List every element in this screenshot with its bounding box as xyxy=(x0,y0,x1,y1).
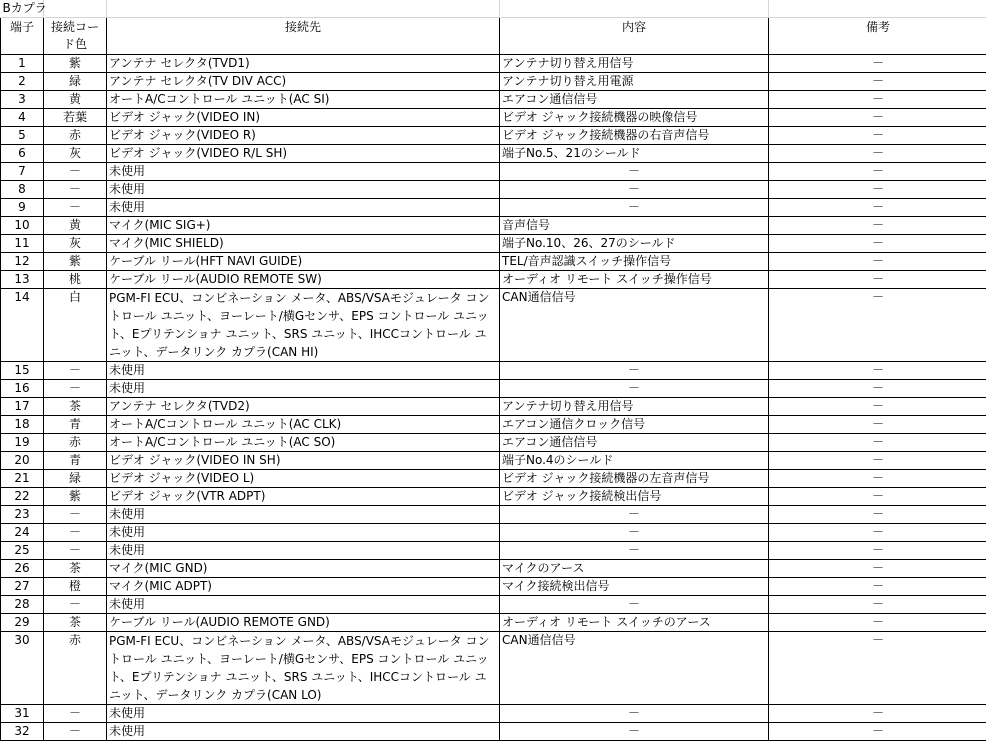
cell-terminal[interactable]: 5 xyxy=(1,127,44,145)
cell-destination[interactable]: マイク(MIC SHIELD) xyxy=(107,235,500,253)
cell-content[interactable]: － xyxy=(500,596,769,614)
cell-content[interactable]: － xyxy=(500,199,769,217)
cell-content[interactable]: － xyxy=(500,181,769,199)
table-row xyxy=(1,560,986,578)
cell-wire-color[interactable]: － xyxy=(44,199,107,217)
cell-destination[interactable]: 未使用 xyxy=(107,163,500,181)
cell-terminal[interactable]: 3 xyxy=(1,91,44,109)
cell-destination[interactable]: 未使用 xyxy=(107,723,500,741)
cell-terminal[interactable]: 21 xyxy=(1,470,44,488)
table-row xyxy=(1,614,986,632)
cell-content[interactable]: 音声信号 xyxy=(500,217,769,235)
cell-destination[interactable]: PGM-FI ECU、コンビネーション メータ、ABS/VSAモジュレータ コントロール ユニット、ヨーレート/横Gセンサ、EPS コントロール ユニット、Eプリテンショナ ユニット、SRS ユニット、IHCCコントロール ユニット、データリンク カプラ(CAN LO) xyxy=(107,632,500,705)
cell-destination[interactable]: ビデオ ジャック(VIDEO R/L SH) xyxy=(107,145,500,163)
cell-wire-color[interactable]: － xyxy=(44,705,107,723)
cell-remarks[interactable]: － xyxy=(769,470,986,488)
table-row xyxy=(1,434,986,452)
header-destination[interactable]: 接続先 xyxy=(107,18,500,55)
table-row xyxy=(1,470,986,488)
cell-terminal[interactable]: 12 xyxy=(1,253,44,271)
cell-destination[interactable]: マイク(MIC ADPT) xyxy=(107,578,500,596)
cell-destination[interactable]: 未使用 xyxy=(107,542,500,560)
table-row xyxy=(1,578,986,596)
cell-content[interactable]: － xyxy=(500,163,769,181)
cell-wire-color[interactable]: 紫 xyxy=(44,253,107,271)
cell-terminal[interactable]: 15 xyxy=(1,362,44,380)
cell-content[interactable]: オーディオ リモート スイッチのアース xyxy=(500,614,769,632)
cell-remarks[interactable]: － xyxy=(769,705,986,723)
table-row xyxy=(1,163,986,181)
cell-terminal[interactable]: 23 xyxy=(1,506,44,524)
cell-terminal[interactable]: 28 xyxy=(1,596,44,614)
cell-terminal[interactable]: 30 xyxy=(1,632,44,705)
cell-remarks[interactable]: － xyxy=(769,560,986,578)
cell-terminal[interactable]: 20 xyxy=(1,452,44,470)
cell-wire-color[interactable]: 赤 xyxy=(44,127,107,145)
cell-content[interactable]: エアコン通信信号 xyxy=(500,91,769,109)
cell-remarks[interactable]: － xyxy=(769,73,986,91)
table-row xyxy=(1,253,986,271)
table-row xyxy=(1,380,986,398)
cell-remarks[interactable]: － xyxy=(769,488,986,506)
cell-remarks[interactable]: － xyxy=(769,253,986,271)
cell-destination[interactable]: 未使用 xyxy=(107,705,500,723)
table-row xyxy=(1,723,986,741)
table-row xyxy=(1,452,986,470)
cell-content[interactable]: アンテナ切り替え用信号 xyxy=(500,398,769,416)
cell-content[interactable]: マイク接続検出信号 xyxy=(500,578,769,596)
cell-terminal[interactable]: 8 xyxy=(1,181,44,199)
cell-remarks[interactable]: － xyxy=(769,578,986,596)
cell-wire-color[interactable]: 青 xyxy=(44,416,107,434)
cell-content[interactable]: － xyxy=(500,705,769,723)
cell-wire-color[interactable]: 青 xyxy=(44,452,107,470)
cell-content[interactable]: ビデオ ジャック接続機器の映像信号 xyxy=(500,109,769,127)
table-row xyxy=(1,181,986,199)
cell-wire-color[interactable]: 白 xyxy=(44,289,107,362)
table-row xyxy=(1,271,986,289)
table-body xyxy=(1,55,986,741)
cell-content[interactable]: CAN通信信号 xyxy=(500,289,769,362)
cell-content[interactable]: ビデオ ジャック接続検出信号 xyxy=(500,488,769,506)
cell-remarks[interactable]: － xyxy=(769,723,986,741)
cell-remarks[interactable]: － xyxy=(769,524,986,542)
cell-wire-color[interactable]: － xyxy=(44,181,107,199)
cell-destination[interactable]: 未使用 xyxy=(107,362,500,380)
cell-terminal[interactable]: 31 xyxy=(1,705,44,723)
cell-wire-color[interactable]: 黄 xyxy=(44,91,107,109)
table-row xyxy=(1,632,986,705)
cell-remarks[interactable]: － xyxy=(769,542,986,560)
cell-wire-color[interactable]: 赤 xyxy=(44,632,107,705)
header-terminal[interactable]: 端子 xyxy=(1,18,44,55)
table-row xyxy=(1,524,986,542)
cell-wire-color[interactable]: 紫 xyxy=(44,55,107,73)
table-row xyxy=(1,235,986,253)
cell-terminal[interactable]: 18 xyxy=(1,416,44,434)
cell-wire-color[interactable]: － xyxy=(44,163,107,181)
cell-wire-color[interactable]: 橙 xyxy=(44,578,107,596)
cell-wire-color[interactable]: 桃 xyxy=(44,271,107,289)
cell-remarks[interactable]: － xyxy=(769,416,986,434)
cell-destination[interactable]: 未使用 xyxy=(107,199,500,217)
table-row xyxy=(1,109,986,127)
cell-wire-color[interactable]: 灰 xyxy=(44,145,107,163)
cell-remarks[interactable]: － xyxy=(769,235,986,253)
cell-destination[interactable]: ビデオ ジャック(VIDEO R) xyxy=(107,127,500,145)
cell-content[interactable]: 端子No.4のシールド xyxy=(500,452,769,470)
cell-wire-color[interactable]: － xyxy=(44,596,107,614)
cell-remarks[interactable]: － xyxy=(769,289,986,362)
table-row xyxy=(1,416,986,434)
cell-content[interactable]: ビデオ ジャック接続機器の左音声信号 xyxy=(500,470,769,488)
table-row xyxy=(1,362,986,380)
cell-content[interactable]: エアコン通信クロック信号 xyxy=(500,416,769,434)
cell-destination[interactable]: マイク(MIC SIG+) xyxy=(107,217,500,235)
header-remarks[interactable]: 備考 xyxy=(769,18,986,55)
cell-remarks[interactable]: － xyxy=(769,632,986,705)
cell-destination[interactable]: マイク(MIC GND) xyxy=(107,560,500,578)
cell-content[interactable]: アンテナ切り替え用電源 xyxy=(500,73,769,91)
table-row xyxy=(1,398,986,416)
cell-terminal[interactable]: 7 xyxy=(1,163,44,181)
header-content[interactable]: 内容 xyxy=(500,18,769,55)
cell-terminal[interactable]: 17 xyxy=(1,398,44,416)
cell-remarks[interactable]: － xyxy=(769,362,986,380)
cell-destination[interactable]: アンテナ セレクタ(TV DIV ACC) xyxy=(107,73,500,91)
cell-content[interactable]: CAN通信信号 xyxy=(500,632,769,705)
table-row xyxy=(1,542,986,560)
cell-terminal[interactable]: 19 xyxy=(1,434,44,452)
cell-destination[interactable]: ビデオ ジャック(VIDEO IN) xyxy=(107,109,500,127)
table-row xyxy=(1,217,986,235)
cell-content[interactable]: － xyxy=(500,380,769,398)
cell-wire-color[interactable]: 緑 xyxy=(44,73,107,91)
cell-destination[interactable]: アンテナ セレクタ(TVD2) xyxy=(107,398,500,416)
cell-terminal[interactable]: 24 xyxy=(1,524,44,542)
cell-destination[interactable]: ケーブル リール(AUDIO REMOTE SW) xyxy=(107,271,500,289)
cell-destination[interactable]: オートA/Cコントロール ユニット(AC CLK) xyxy=(107,416,500,434)
cell-remarks[interactable]: － xyxy=(769,452,986,470)
table-row xyxy=(1,705,986,723)
cell-remarks[interactable]: － xyxy=(769,434,986,452)
cell-destination[interactable]: ケーブル リール(HFT NAVI GUIDE) xyxy=(107,253,500,271)
cell-wire-color[interactable]: 灰 xyxy=(44,235,107,253)
cell-terminal[interactable]: 9 xyxy=(1,199,44,217)
cell-remarks[interactable]: － xyxy=(769,217,986,235)
table-row xyxy=(1,91,986,109)
cell-remarks[interactable]: － xyxy=(769,398,986,416)
cell-terminal[interactable]: 4 xyxy=(1,109,44,127)
cell-terminal[interactable]: 1 xyxy=(1,55,44,73)
cell-terminal[interactable]: 27 xyxy=(1,578,44,596)
cell-content[interactable]: オーディオ リモート スイッチ操作信号 xyxy=(500,271,769,289)
table-row xyxy=(1,199,986,217)
cell-content[interactable]: アンテナ切り替え用信号 xyxy=(500,55,769,73)
table-row xyxy=(1,73,986,91)
cell-content[interactable]: 端子No.10、26、27のシールド xyxy=(500,235,769,253)
cell-content[interactable]: － xyxy=(500,362,769,380)
cell-wire-color[interactable]: － xyxy=(44,380,107,398)
cell-content[interactable]: ビデオ ジャック接続機器の右音声信号 xyxy=(500,127,769,145)
table-row xyxy=(1,55,986,73)
cell-wire-color[interactable]: 茶 xyxy=(44,560,107,578)
cell-destination[interactable]: ビデオ ジャック(VTR ADPT) xyxy=(107,488,500,506)
cell-terminal[interactable]: 13 xyxy=(1,271,44,289)
cell-remarks[interactable]: － xyxy=(769,109,986,127)
cell-destination[interactable]: ビデオ ジャック(VIDEO L) xyxy=(107,470,500,488)
cell-remarks[interactable]: － xyxy=(769,271,986,289)
cell-terminal[interactable]: 11 xyxy=(1,235,44,253)
cell-destination[interactable]: オートA/Cコントロール ユニット(AC SI) xyxy=(107,91,500,109)
cell-content[interactable]: － xyxy=(500,723,769,741)
cell-destination[interactable]: 未使用 xyxy=(107,380,500,398)
cell-terminal[interactable]: 6 xyxy=(1,145,44,163)
cell-terminal[interactable]: 32 xyxy=(1,723,44,741)
cell-terminal[interactable]: 2 xyxy=(1,73,44,91)
table-row xyxy=(1,289,986,362)
cell-destination[interactable]: PGM-FI ECU、コンビネーション メータ、ABS/VSAモジュレータ コントロール ユニット、ヨーレート/横Gセンサ、EPS コントロール ユニット、Eプリテンショナ ユニット、SRS ユニット、IHCCコントロール ユニット、データリンク カプラ(CAN HI) xyxy=(107,289,500,362)
cell-destination[interactable]: 未使用 xyxy=(107,181,500,199)
cell-wire-color[interactable]: 紫 xyxy=(44,488,107,506)
cell-remarks[interactable]: － xyxy=(769,127,986,145)
cell-content[interactable]: － xyxy=(500,542,769,560)
cell-wire-color[interactable]: 黄 xyxy=(44,217,107,235)
cell-wire-color[interactable]: 赤 xyxy=(44,434,107,452)
cell-wire-color[interactable]: － xyxy=(44,524,107,542)
cell-content[interactable]: － xyxy=(500,524,769,542)
cell-content[interactable]: TEL/音声認識スイッチ操作信号 xyxy=(500,253,769,271)
cell-wire-color[interactable]: 茶 xyxy=(44,614,107,632)
cell-remarks[interactable]: － xyxy=(769,380,986,398)
cell-remarks[interactable]: － xyxy=(769,596,986,614)
cell-terminal[interactable]: 16 xyxy=(1,380,44,398)
cell-remarks[interactable]: － xyxy=(769,181,986,199)
cell-destination[interactable]: オートA/Cコントロール ユニット(AC SO) xyxy=(107,434,500,452)
cell-destination[interactable]: 未使用 xyxy=(107,524,500,542)
cell-terminal[interactable]: 22 xyxy=(1,488,44,506)
cell-terminal[interactable]: 25 xyxy=(1,542,44,560)
cell-terminal[interactable]: 26 xyxy=(1,560,44,578)
cell-wire-color[interactable]: 緑 xyxy=(44,470,107,488)
cell-wire-color[interactable]: － xyxy=(44,542,107,560)
cell-remarks[interactable]: － xyxy=(769,55,986,73)
cell-wire-color[interactable]: 若葉 xyxy=(44,109,107,127)
header-wire-color[interactable]: 接続コード色 xyxy=(44,18,107,55)
cell-wire-color[interactable]: 茶 xyxy=(44,398,107,416)
table-row xyxy=(1,145,986,163)
cell-destination[interactable]: アンテナ セレクタ(TVD1) xyxy=(107,55,500,73)
cell-remarks[interactable]: － xyxy=(769,91,986,109)
cell-content[interactable]: エアコン通信信号 xyxy=(500,434,769,452)
table-row xyxy=(1,596,986,614)
cell-remarks[interactable]: － xyxy=(769,199,986,217)
cell-destination[interactable]: ビデオ ジャック(VIDEO IN SH) xyxy=(107,452,500,470)
cell-terminal[interactable]: 10 xyxy=(1,217,44,235)
cell-remarks[interactable]: － xyxy=(769,145,986,163)
cell-terminal[interactable]: 29 xyxy=(1,614,44,632)
cell-wire-color[interactable]: － xyxy=(44,723,107,741)
cell-content[interactable]: － xyxy=(500,506,769,524)
table-row xyxy=(1,506,986,524)
cell-content[interactable]: マイクのアース xyxy=(500,560,769,578)
sheet-title[interactable]: Bカプラ xyxy=(1,0,44,18)
table-row xyxy=(1,488,986,506)
cell-destination[interactable]: 未使用 xyxy=(107,506,500,524)
cell-terminal[interactable]: 14 xyxy=(1,289,44,362)
cell-wire-color[interactable]: － xyxy=(44,506,107,524)
cell-remarks[interactable]: － xyxy=(769,506,986,524)
cell-wire-color[interactable]: － xyxy=(44,362,107,380)
cell-destination[interactable]: ケーブル リール(AUDIO REMOTE GND) xyxy=(107,614,500,632)
cell-destination[interactable]: 未使用 xyxy=(107,596,500,614)
cell-remarks[interactable]: － xyxy=(769,163,986,181)
table-row xyxy=(1,127,986,145)
cell-content[interactable]: 端子No.5、21のシールド xyxy=(500,145,769,163)
cell-remarks[interactable]: － xyxy=(769,614,986,632)
